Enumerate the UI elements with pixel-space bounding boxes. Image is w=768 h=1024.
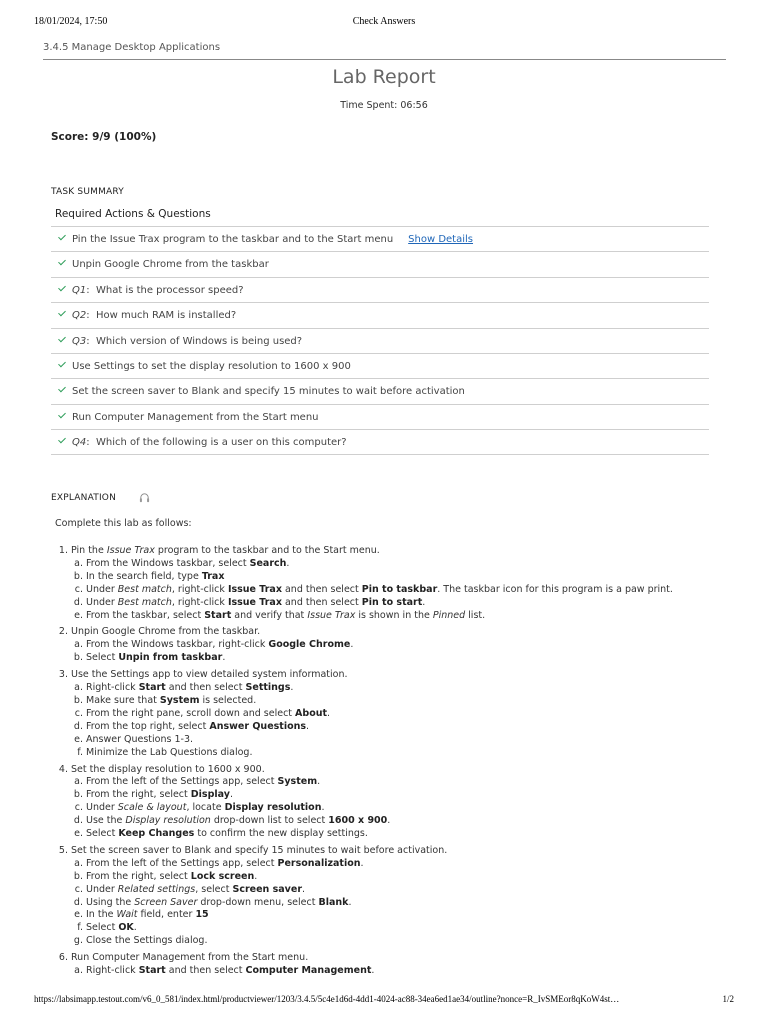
time-spent: Time Spent: 06:56 <box>340 100 428 111</box>
check-icon <box>58 437 66 445</box>
substep-item: a. From the Windows taskbar, select Search. <box>86 558 751 571</box>
step-text: Run Computer Management from the Start menu. <box>71 952 309 964</box>
question-label: Q3 <box>72 335 87 347</box>
show-details-link[interactable]: Show Details <box>408 234 474 245</box>
required-actions-heading: Required Actions & Questions <box>55 208 211 220</box>
step-item <box>71 545 751 622</box>
substep-list <box>71 558 751 623</box>
substep-item: f. Select OK. <box>86 922 751 935</box>
breadcrumb: 3.4.5 Manage Desktop Applications <box>43 42 221 53</box>
task-text: Unpin Google Chrome from the taskbar <box>72 259 269 271</box>
explanation-intro: Complete this lab as follows: <box>55 518 192 529</box>
print-footer <box>34 994 734 1008</box>
step-text: Set the screen saver to Blank and specify 15 minutes to wait before activation. <box>71 844 448 856</box>
check-icon <box>58 412 66 420</box>
substep-list <box>71 858 751 948</box>
task-item <box>51 353 709 378</box>
check-icon <box>58 310 66 318</box>
task-text: Set the screen saver to Blank and specify 15 minutes to wait before activation <box>72 386 465 398</box>
print-header <box>34 14 734 30</box>
substep-item: c. Under Best match, right-click Issue Trax and then select Pin to taskbar. The taskbar icon for this program is a paw print. <box>86 584 751 597</box>
task-text: Run Computer Management from the Start menu <box>72 411 319 423</box>
header-divider <box>43 59 726 60</box>
task-text: Pin the Issue Trax program to the taskbar and to the Start menu <box>72 234 394 245</box>
substep-item: b. Select Unpin from taskbar. <box>86 652 751 665</box>
check-icon <box>58 234 66 242</box>
page-title: Lab Report <box>332 66 436 88</box>
task-item <box>51 404 709 429</box>
substep-item: b. From the right, select Lock screen. <box>86 871 751 884</box>
step-item <box>71 845 751 948</box>
task-item <box>51 251 709 276</box>
print-datetime: 18/01/2024, 17:50 <box>34 16 108 27</box>
task-item: Q3: Which version of Windows is being used? <box>51 328 709 353</box>
substep-item: e. Answer Questions 1-3. <box>86 734 751 747</box>
print-url: https://labsimapp.testout.com/v6_0_581/index.html/productviewer/1203/3.4.5/5c4e1d6d-4dd1-4024-ac88-34ea6ed1ae34/outline?nonce=R_IvSMEor8qKoW4st… <box>34 994 620 1004</box>
question-label: Q1 <box>72 284 87 296</box>
step-text: Set the display resolution to 1600 x 900. <box>71 763 265 775</box>
task-item <box>51 378 709 403</box>
substep-list <box>71 682 751 759</box>
substep-item: c. From the right pane, scroll down and select About. <box>86 708 751 721</box>
task-text: Which of the following is a user on this computer? <box>95 437 347 449</box>
step-item <box>71 669 751 759</box>
substep-item: d. Using the Screen Saver drop-down menu, select Blank. <box>86 897 751 910</box>
check-icon <box>58 285 66 293</box>
task-text: Use Settings to set the display resolution to 1600 x 900 <box>72 360 351 372</box>
check-icon <box>58 259 66 267</box>
task-text: Which version of Windows is being used? <box>95 335 303 347</box>
substep-item: a. Right-click Start and then select Settings. <box>86 682 751 695</box>
step-text: Unpin Google Chrome from the taskbar. <box>71 626 261 638</box>
substep-item: d. Use the Display resolution drop-down list to select 1600 x 900. <box>86 815 751 828</box>
task-item: Q2: How much RAM is installed? <box>51 302 709 327</box>
question-label: Q2 <box>72 310 87 322</box>
step-item <box>71 764 751 841</box>
substep-item: a. From the Windows taskbar, right-click Google Chrome. <box>86 639 751 652</box>
substep-list <box>71 965 751 978</box>
substep-item: b. From the right, select Display. <box>86 789 751 802</box>
headphones-icon[interactable] <box>139 492 150 503</box>
substep-list <box>71 639 751 665</box>
page-number: 1/2 <box>722 994 734 1004</box>
substep-item: a. Right-click Start and then select Computer Management. <box>86 965 751 978</box>
explanation-steps <box>55 545 751 982</box>
task-summary-heading: TASK SUMMARY <box>51 187 124 197</box>
substep-item: e. In the Wait field, enter 15 <box>86 909 751 922</box>
substep-item: b. Make sure that System is selected. <box>86 695 751 708</box>
step-item <box>71 626 751 665</box>
substep-item: g. Close the Settings dialog. <box>86 935 751 948</box>
substep-item: c. Under Scale & layout, locate Display resolution. <box>86 802 751 815</box>
task-item: Q4: Which of the following is a user on this computer? <box>51 429 709 454</box>
task-text: What is the processor speed? <box>95 284 244 296</box>
substep-item: d. Under Best match, right-click Issue Trax and then select Pin to start. <box>86 597 751 610</box>
task-text: How much RAM is installed? <box>95 310 237 322</box>
task-list <box>51 226 709 455</box>
question-label: Q4 <box>72 437 87 449</box>
substep-item: b. In the search field, type Trax <box>86 571 751 584</box>
step-item <box>71 952 751 978</box>
substep-item: f. Minimize the Lab Questions dialog. <box>86 747 751 760</box>
substep-item: a. From the left of the Settings app, select System. <box>86 776 751 789</box>
check-icon <box>58 336 66 344</box>
substep-item: c. Under Related settings, select Screen saver. <box>86 884 751 897</box>
task-item <box>51 226 709 251</box>
print-page-title: Check Answers <box>352 16 416 27</box>
score: Score: 9/9 (100%) <box>51 131 157 143</box>
substep-item: d. From the top right, select Answer Questions. <box>86 721 751 734</box>
step-text: Use the Settings app to view detailed system information. <box>71 669 348 681</box>
substep-list <box>71 776 751 841</box>
substep-item: e. From the taskbar, select Start and verify that Issue Trax is shown in the Pinned list. <box>86 610 751 623</box>
check-icon <box>58 361 66 369</box>
substep-item: e. Select Keep Changes to confirm the new display settings. <box>86 828 751 841</box>
explanation-heading: EXPLANATION <box>51 493 117 503</box>
substep-item: a. From the left of the Settings app, select Personalization. <box>86 858 751 871</box>
step-text: Pin the Issue Trax program to the taskbar and to the Start menu. <box>71 545 380 556</box>
check-icon <box>58 386 66 394</box>
task-item: Q1: What is the processor speed? <box>51 277 709 302</box>
